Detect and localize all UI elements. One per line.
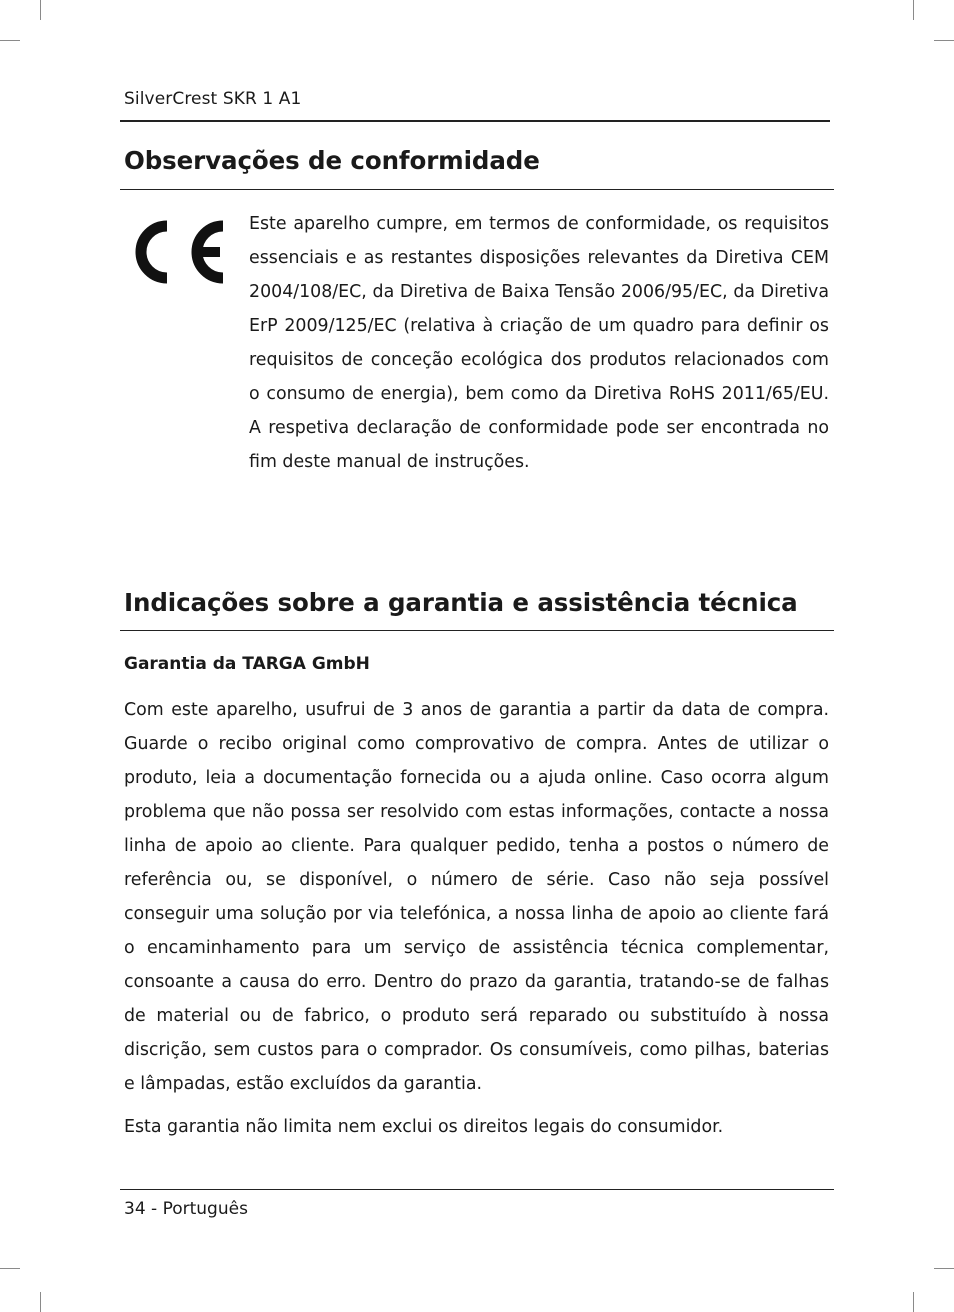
- crop-mark-bottom-left-h: [0, 1268, 20, 1269]
- header-rule: [120, 120, 830, 122]
- ce-logo: [124, 216, 228, 288]
- running-header: SilverCrest SKR 1 A1: [124, 89, 302, 109]
- warranty-title: Indicações sobre a garantia e assistência técnica: [124, 588, 798, 617]
- warranty-title-rule: [120, 630, 834, 631]
- conformity-title-rule: [120, 189, 834, 190]
- crop-mark-top-left: [40, 0, 41, 20]
- warranty-paragraph-1: Com este aparelho, usufrui de 3 anos de garantia a partir da data de compra. Guarde o recibo original como comprovativo de compra. Antes de utilizar o produto, leia a documentação fornecida ou a ajuda online. Caso ocorra algum problema que não possa ser resolvido com estas informações, contacte a nossa linha de apoio ao cliente. Para qualquer pedido, tenha a postos o número de referência ou, se disponível, o número de série. Caso não seja possível conseguir uma solução por via telefónica, a nossa linha de apoio ao cliente fará o encaminhamento para um serviço de assistência técnica complementar, consoante a causa do erro. Dentro do prazo da garantia, tratando-se de falhas de material ou de fabrico, o produto será reparado ou substituído à nossa discrição, sem custos para o comprador. Os consumíveis, como pilhas, baterias e lâmpadas, estão excluídos da garantia.: [124, 700, 829, 1094]
- footer-rule: [120, 1189, 834, 1190]
- crop-mark-bottom-right: [913, 1292, 914, 1312]
- conformity-text: Este aparelho cumpre, em termos de conformidade, os requisitos essenciais e as restantes disposições relevantes da Diretiva CEM 2004/108/EC, da Diretiva de Baixa Tensão 2006/95/EC, da Diretiva ErP 2009/125/EC (relativa à criação de um quadro para definir os requisitos de conceção ecológica dos produtos relacionados com o consumo de energia), bem como da Diretiva RoHS 2011/65/EU. A respetiva declaração de conformidade pode ser encontrada no fim deste manual de instruções.: [249, 214, 829, 472]
- page-number: 34 - Português: [124, 1199, 248, 1219]
- crop-mark-top-left-h: [0, 40, 20, 41]
- warranty-paragraph-2: Esta garantia não limita nem exclui os direitos legais do consumidor.: [124, 1117, 724, 1137]
- warranty-subtitle: Garantia da TARGA GmbH: [124, 654, 370, 674]
- crop-mark-bottom-left: [40, 1292, 41, 1312]
- crop-mark-top-right-h: [934, 40, 954, 41]
- crop-mark-bottom-right-h: [934, 1268, 954, 1269]
- conformity-title: Observações de conformidade: [124, 146, 540, 175]
- crop-mark-top-right: [913, 0, 914, 20]
